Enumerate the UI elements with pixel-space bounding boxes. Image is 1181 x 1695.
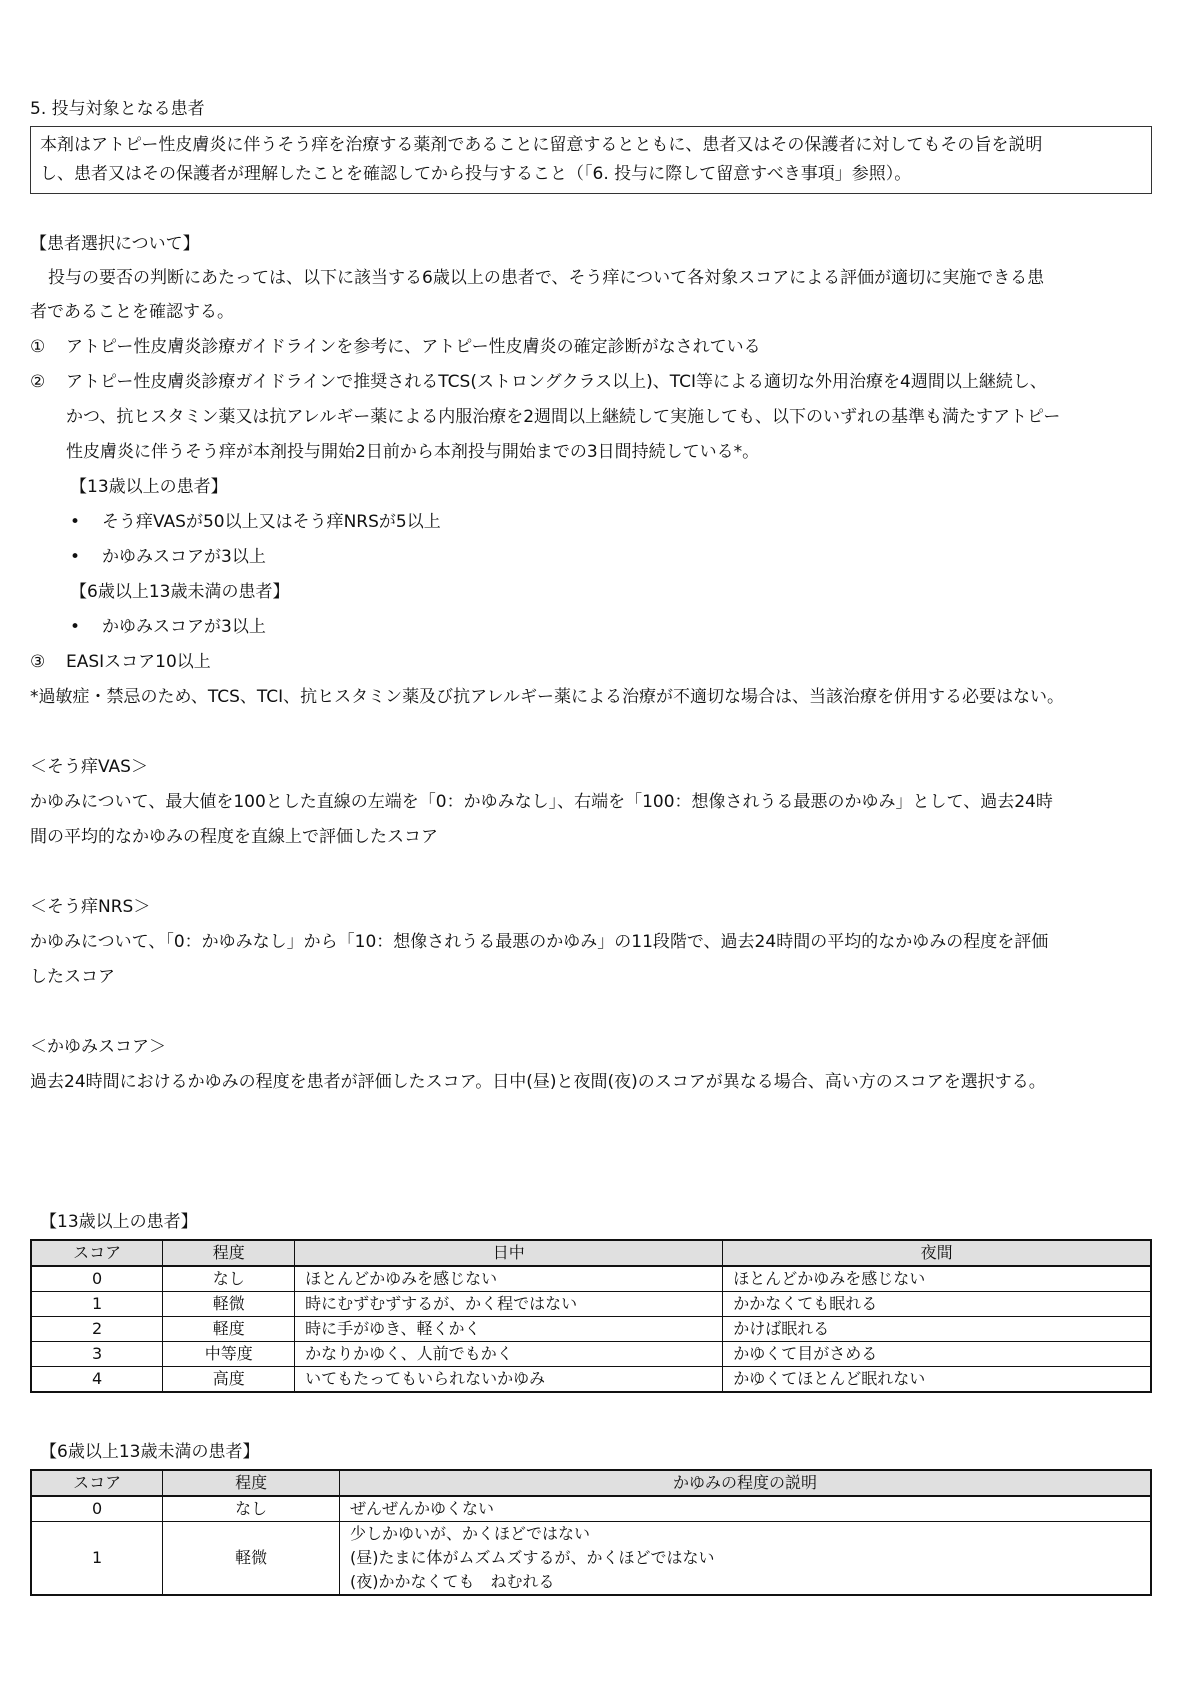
header-level: 程度: [163, 1470, 340, 1496]
nrs-line-1: かゆみについて、「0：かゆみなし」から「10：想像されうる最悪のかゆみ」の11段階で、過去24時間の平均的なかゆみの程度を評価: [30, 932, 1049, 952]
table-13-title: 【13歳以上の患者】: [40, 1212, 198, 1232]
criterion-2-line-1: アトピー性皮膚炎診療ガイドラインで推奨されるTCS(ストロングクラス以上)、TCI等による適切な外用治療を4週間以上継続し、: [66, 372, 1047, 392]
header-nighttime: 夜間: [723, 1240, 1151, 1266]
description-line: (夜)かかなくても ねむれる: [350, 1572, 555, 1591]
selection-intro-line-2: 者であることを確認する。: [30, 302, 234, 322]
table-row: 1 軽微 時にむずむずするが、かく程ではない かかなくても眠れる: [31, 1292, 1151, 1317]
criterion-3-text: EASIスコア10以上: [66, 652, 211, 672]
score-table-6-to-12: [30, 1469, 1152, 1596]
table-row: 0 なし ほとんどかゆみを感じない ほとんどかゆみを感じない: [31, 1266, 1151, 1292]
criterion-2-line-2: かつ、抗ヒスタミン薬又は抗アレルギー薬による内服治療を2週間以上継続して実施しても、以下のいずれの基準も満たすアトピー: [66, 407, 1061, 427]
nrs-line-2: したスコア: [30, 967, 115, 987]
header-description: かゆみの程度の説明: [340, 1470, 1152, 1496]
header-score: スコア: [31, 1240, 163, 1266]
table-row: 4 高度 いてもたってもいられないかゆみ かゆくてほとんど眠れない: [31, 1367, 1151, 1393]
notice-box: [30, 126, 1152, 194]
header-daytime: 日中: [295, 1240, 723, 1266]
notice-line-1: 本剤はアトピー性皮膚炎に伴うそう痒を治療する薬剤であることに留意するとともに、患者又はその保護者に対してもその旨を説明: [40, 135, 1043, 155]
criterion-2-marker: ②: [30, 372, 46, 392]
table-row: 2 軽度 時に手がゆき、軽くかく かけば眠れる: [31, 1317, 1151, 1342]
nrs-heading: ＜そう痒NRS＞: [30, 897, 151, 917]
header-score: スコア: [31, 1470, 163, 1496]
criterion-1-text: アトピー性皮膚炎診療ガイドラインを参考に、アトピー性皮膚炎の確定診断がなされている: [66, 337, 761, 357]
table-row: 0 なし ぜんぜんかゆくない: [31, 1496, 1151, 1522]
bullet-icon: •: [70, 512, 81, 532]
table-header-row: [31, 1470, 1151, 1496]
description-line: (昼)たまに体がムズムズするが、かくほどではない: [350, 1548, 715, 1567]
group-13-heading: 【13歳以上の患者】: [70, 477, 228, 497]
group-6-heading: 【6歳以上13歳未満の患者】: [70, 582, 290, 602]
selection-intro-line-1: 投与の要否の判断にあたっては、以下に該当する6歳以上の患者で、そう痒について各対象スコアによる評価が適切に実施できる患: [48, 268, 1045, 288]
vas-line-2: 間の平均的なかゆみの程度を直線上で評価したスコア: [30, 827, 438, 847]
table-6-title: 【6歳以上13歳未満の患者】: [40, 1442, 260, 1462]
notice-line-2: し、患者又はその保護者が理解したことを確認してから投与すること（「6. 投与に際して留意すべき事項」参照）。: [40, 164, 912, 184]
section-heading: 5. 投与対象となる患者: [30, 99, 205, 119]
vas-line-1: かゆみについて、最大値を100とした直線の左端を「0：かゆみなし」、右端を「100：想像されうる最悪のかゆみ」として、過去24時: [30, 792, 1053, 812]
table-row: 1 軽微 少しかゆいが、かくほどではない (昼)たまに体がムズムズするが、かくほどではない (夜)かかなくても ねむれる: [31, 1522, 1151, 1596]
itch-score-line-1: 過去24時間におけるかゆみの程度を患者が評価したスコア。日中(昼)と夜間(夜)のスコアが異なる場合、高い方のスコアを選択する。: [30, 1072, 1046, 1092]
itch-score-heading: ＜かゆみスコア＞: [30, 1037, 166, 1057]
header-level: 程度: [163, 1240, 295, 1266]
bullet-icon: •: [70, 547, 81, 567]
selection-heading: 【患者選択について】: [30, 234, 200, 254]
footnote: *過敏症・禁忌のため、TCS、TCI、抗ヒスタミン薬及び抗アレルギー薬による治療が不適切な場合は、当該治療を併用する必要はない。: [30, 687, 1065, 707]
criterion-2-line-3: 性皮膚炎に伴うそう痒が本剤投与開始2日前から本剤投与開始までの3日間持続している*。: [66, 442, 760, 462]
criterion-1-marker: ①: [30, 337, 46, 357]
description-line: 少しかゆいが、かくほどではない: [350, 1524, 591, 1543]
bullet-icon: •: [70, 617, 81, 637]
criterion-3-marker: ③: [30, 652, 46, 672]
table-header-row: [31, 1240, 1151, 1266]
vas-heading: ＜そう痒VAS＞: [30, 757, 148, 777]
score-table-13-plus: [30, 1239, 1152, 1393]
table-row: 3 中等度 かなりかゆく、人前でもかく かゆくて目がさめる: [31, 1342, 1151, 1367]
